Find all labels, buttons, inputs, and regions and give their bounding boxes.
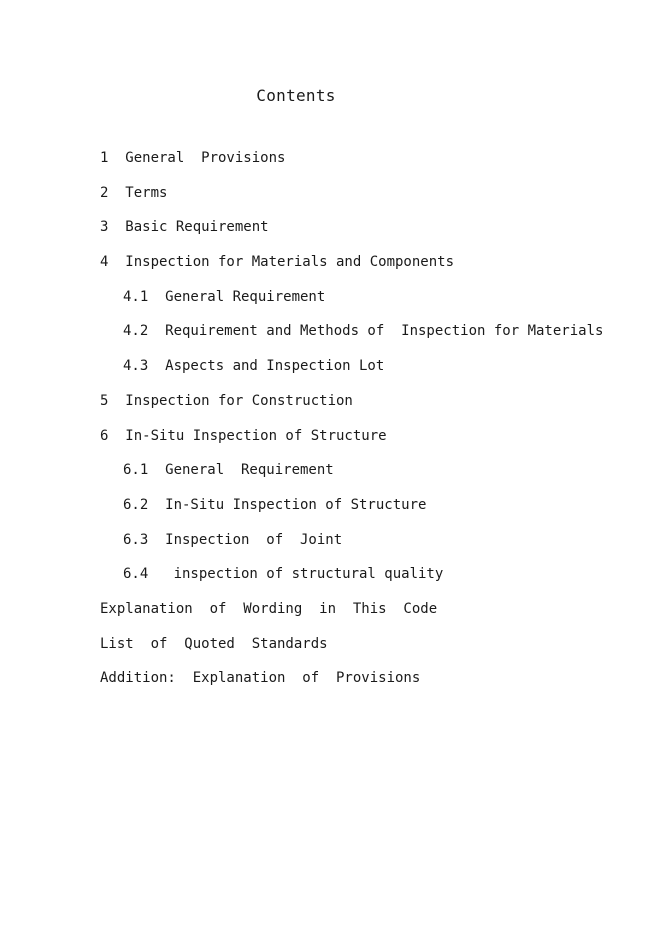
- toc-subentry[interactable]: 6.2 In-Situ Inspection of Structure: [123, 496, 427, 513]
- toc-entry[interactable]: 6 In-Situ Inspection of Structure: [100, 427, 387, 444]
- table-of-contents: [100, 148, 603, 703]
- toc-entry[interactable]: 1 General Provisions: [100, 150, 286, 166]
- toc-entry[interactable]: 3 Basic Requirement: [100, 219, 269, 236]
- toc-subentry[interactable]: 4.3 Aspects and Inspection Lot: [123, 358, 385, 375]
- page-title: Contents: [256, 86, 336, 105]
- toc-entry[interactable]: 2 Terms: [100, 184, 168, 201]
- toc-entry[interactable]: Explanation of Wording in This Code: [100, 600, 438, 617]
- toc-entry[interactable]: List of Quoted Standards: [100, 635, 328, 652]
- toc-entry[interactable]: Addition: Explanation of Provisions: [100, 670, 421, 687]
- toc-subentry[interactable]: 6.3 Inspection of Joint: [123, 531, 343, 548]
- toc-entry[interactable]: 4 Inspection for Materials and Components: [100, 254, 455, 271]
- toc-subentry[interactable]: 4.2 Requirement and Methods of Inspection for Materials: [123, 323, 604, 340]
- toc-subentry[interactable]: 6.4 inspection of structural quality: [123, 566, 444, 583]
- toc-entry[interactable]: 5 Inspection for Construction: [100, 392, 353, 409]
- toc-subentry[interactable]: 4.1 General Requirement: [123, 288, 326, 305]
- toc-subentry[interactable]: 6.1 General Requirement: [123, 462, 334, 479]
